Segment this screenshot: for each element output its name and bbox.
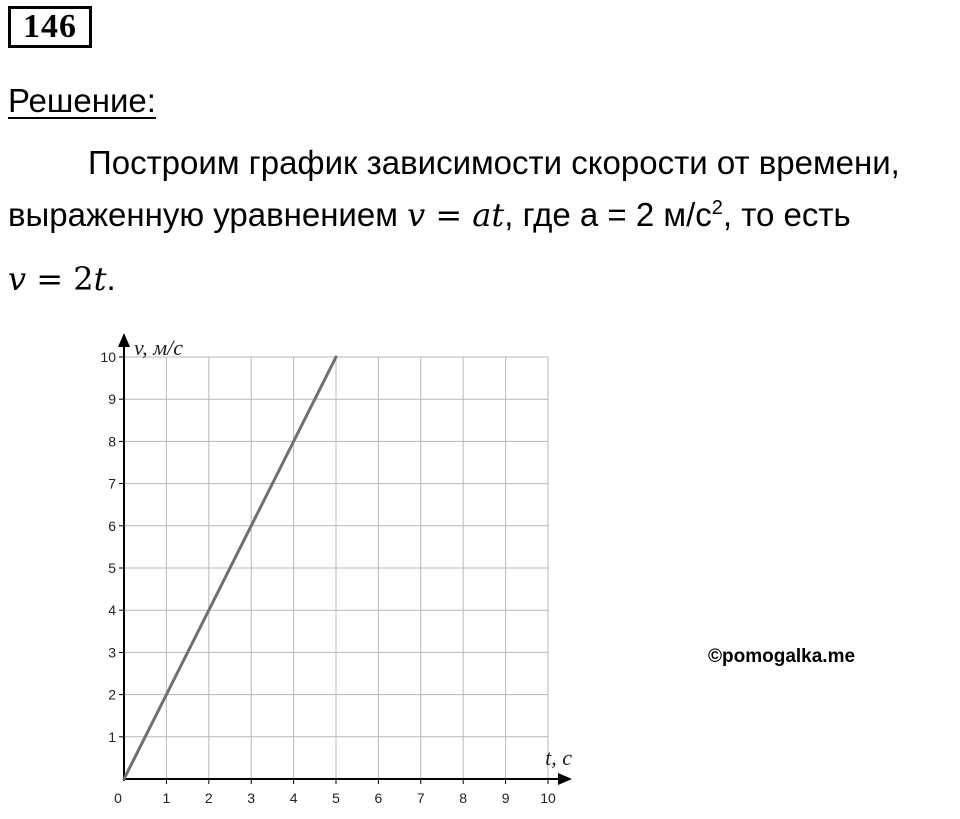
line2-end: , то есть (722, 196, 851, 233)
line1-text: Построим график зависимости скорости от времени, (88, 144, 900, 181)
equation-v: v (407, 196, 426, 234)
y-tick-label: 2 (108, 686, 116, 703)
y-tick-label: 5 (108, 560, 116, 576)
x-tick-label: 5 (332, 790, 340, 806)
x-tick-label: 0 (114, 790, 122, 806)
x-tick-label: 1 (162, 790, 171, 806)
x-axis-arrow (558, 773, 572, 785)
line2-post: , где а = 2 м/с (504, 196, 712, 233)
superscript-two: 2 (711, 197, 723, 219)
y-axis-arrow (118, 333, 130, 347)
equation2-v: v (8, 260, 27, 298)
x-tick-label: 7 (416, 790, 425, 806)
y-tick-label: 4 (108, 602, 116, 619)
equation-at: at (472, 196, 505, 234)
x-tick-label: 8 (459, 790, 468, 806)
line2-pre: выраженную уравнением (8, 196, 408, 233)
y-tick-label: 8 (108, 433, 116, 450)
y-axis-label: v, м/с (134, 335, 184, 360)
problem-number: 146 (8, 6, 92, 48)
x-tick-label: 4 (289, 790, 298, 806)
y-tick-label: 10 (100, 349, 116, 365)
equation2-end: . (106, 260, 116, 297)
x-tick-label: 10 (540, 790, 556, 806)
x-tick-label: 3 (247, 790, 256, 806)
equation2-t: t (93, 260, 107, 298)
x-axis-label: t, с (545, 745, 572, 770)
x-tick-label: 2 (204, 790, 213, 806)
watermark: ©pomogalka.me (708, 646, 856, 667)
solution-heading: Решение: (8, 82, 156, 119)
y-tick-label: 3 (108, 644, 116, 661)
equation2-rhs: = 2 (26, 260, 94, 298)
x-tick-label: 9 (501, 790, 510, 806)
y-tick-label: 6 (108, 517, 116, 534)
equation-sign: = (425, 196, 473, 234)
y-tick-label: 7 (108, 475, 116, 492)
x-tick-label: 6 (374, 790, 383, 806)
y-tick-label: 1 (108, 728, 116, 745)
y-tick-label: 9 (108, 391, 116, 408)
